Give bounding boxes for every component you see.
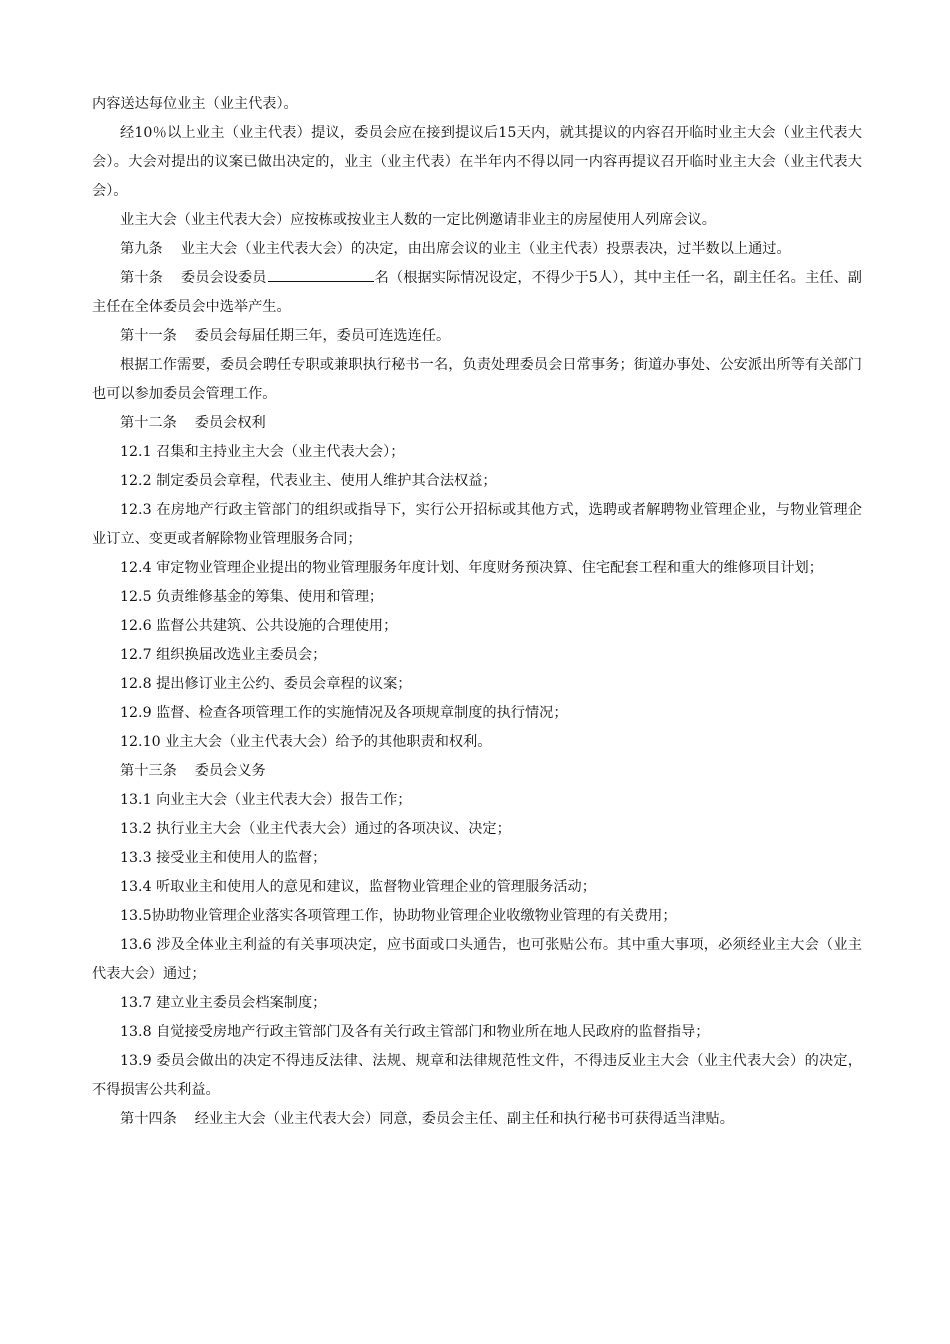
fill-in-blank-underline (268, 264, 374, 282)
clause-text: 13.9 委员会做出的决定不得违反法律、法规、规章和法律规范性文件，不得违反业主大会（业主代表大会）的决定，不得损害公共利益。 (92, 1053, 862, 1098)
clause-12-1 (92, 438, 862, 467)
article-text: 业主大会（业主代表大会）的决定，由出席会议的业主（业主代表）投票表决，过半数以上通过。 (180, 241, 791, 257)
article-label: 第十条 (120, 270, 163, 286)
article-text: 委员会权利 (194, 415, 266, 431)
paragraph (92, 119, 862, 206)
article-label: 第十四条 (120, 1111, 177, 1127)
clause-text: 12.2 制定委员会章程，代表业主、使用人维护其合法权益； (120, 473, 497, 489)
clause-12-3 (92, 496, 862, 554)
clause-text: 13.1 向业主大会（业主代表大会）报告工作； (120, 792, 412, 808)
article-9 (92, 235, 862, 264)
clause-12-10 (92, 728, 862, 757)
clause-text: 13.8 自觉接受房地产行政主管部门及各有关行政主管部门和物业所在地人民政府的监督指导； (120, 1024, 710, 1040)
paragraph-text: 经10％以上业主（业主代表）提议，委员会应在接到提议后15天内，就其提议的内容召开临时业主大会（业主代表大会）。大会对提出的议案已做出决定的，业主（业主代表）在半年内不得以同一内容再提议召开临时业主大会（业主代表大会）。 (92, 125, 862, 199)
clause-13-8 (92, 1018, 862, 1047)
article-10 (92, 264, 862, 322)
clause-text: 12.6 监督公共建筑、公共设施的合理使用； (120, 618, 398, 634)
article-14 (92, 1105, 862, 1134)
clause-text: 12.9 监督、检查各项管理工作的实施情况及各项规章制度的执行情况； (120, 705, 568, 721)
clause-12-2 (92, 467, 862, 496)
clause-text: 12.5 负责维修基金的筹集、使用和管理； (120, 589, 384, 605)
clause-text: 12.1 召集和主持业主大会（业主代表大会）； (120, 444, 405, 460)
article-text-before-blank: 委员会设委员 (180, 270, 267, 286)
clause-13-6 (92, 931, 862, 989)
article-label: 第十一条 (120, 328, 177, 344)
article-text-after-blank: 名（根据实际情况设定，不得少于5人），其中主任一名，副主任名。主任、副主任在全体委员会中选举产生。 (92, 270, 862, 315)
clause-text: 13.7 建立业主委员会档案制度； (120, 995, 327, 1011)
paragraph-text: 内容送达每位业主（业主代表）。 (92, 96, 298, 112)
clause-12-8 (92, 670, 862, 699)
clause-13-9 (92, 1047, 862, 1105)
document-page (92, 90, 862, 1134)
clause-12-7 (92, 641, 862, 670)
paragraph-text: 业主大会（业主代表大会）应按栋或按业主人数的一定比例邀请非业主的房屋使用人列席会议。 (120, 212, 716, 228)
clause-13-4 (92, 873, 862, 902)
clause-12-4 (92, 554, 862, 583)
clause-13-5 (92, 902, 862, 931)
clause-12-9 (92, 699, 862, 728)
article-text: 委员会义务 (194, 763, 266, 779)
clause-text: 13.3 接受业主和使用人的监督； (120, 850, 327, 866)
clause-13-7 (92, 989, 862, 1018)
paragraph (92, 206, 862, 235)
clause-text: 12.4 审定物业管理企业提出的物业管理服务年度计划、年度财务预决算、住宅配套工程和重大的维修项目计划； (120, 560, 823, 576)
clause-text: 13.5协助物业管理企业落实各项管理工作，协助物业管理企业收缴物业管理的有关费用； (120, 908, 677, 924)
article-text: 经业主大会（业主代表大会）同意，委员会主任、副主任和执行秘书可获得适当津贴。 (194, 1111, 734, 1127)
clause-text: 12.7 组织换届改选业主委员会； (120, 647, 327, 663)
clause-text: 13.2 执行业主大会（业主代表大会）通过的各项决议、决定； (120, 821, 511, 837)
article-13-heading (92, 757, 862, 786)
article-text: 委员会每届任期三年，委员可连选连任。 (194, 328, 451, 344)
article-11 (92, 322, 862, 351)
article-12-heading (92, 409, 862, 438)
clause-text: 13.6 涉及全体业主利益的有关事项决定，应书面或口头通告，也可张贴公布。其中重大事项，必须经业主大会（业主代表大会）通过； (92, 937, 862, 982)
clause-13-3 (92, 844, 862, 873)
article-label: 第十二条 (120, 415, 177, 431)
clause-13-1 (92, 786, 862, 815)
clause-text: 13.4 听取业主和使用人的意见和建议，监督物业管理企业的管理服务活动； (120, 879, 596, 895)
paragraph-text: 根据工作需要，委员会聘任专职或兼职执行秘书一名，负责处理委员会日常事务；街道办事处、公安派出所等有关部门也可以参加委员会管理工作。 (92, 357, 862, 402)
clause-13-2 (92, 815, 862, 844)
paragraph (92, 351, 862, 409)
article-label: 第十三条 (120, 763, 177, 779)
article-label: 第九条 (120, 241, 163, 257)
clause-text: 12.3 在房地产行政主管部门的组织或指导下，实行公开招标或其他方式，选聘或者解聘物业管理企业，与物业管理企业订立、变更或者解除物业管理服务合同； (92, 502, 862, 547)
clause-12-6 (92, 612, 862, 641)
clause-text: 12.8 提出修订业主公约、委员会章程的议案； (120, 676, 412, 692)
paragraph-continuation (92, 90, 862, 119)
clause-text: 12.10 业主大会（业主代表大会）给予的其他职责和权利。 (120, 734, 492, 750)
clause-12-5 (92, 583, 862, 612)
